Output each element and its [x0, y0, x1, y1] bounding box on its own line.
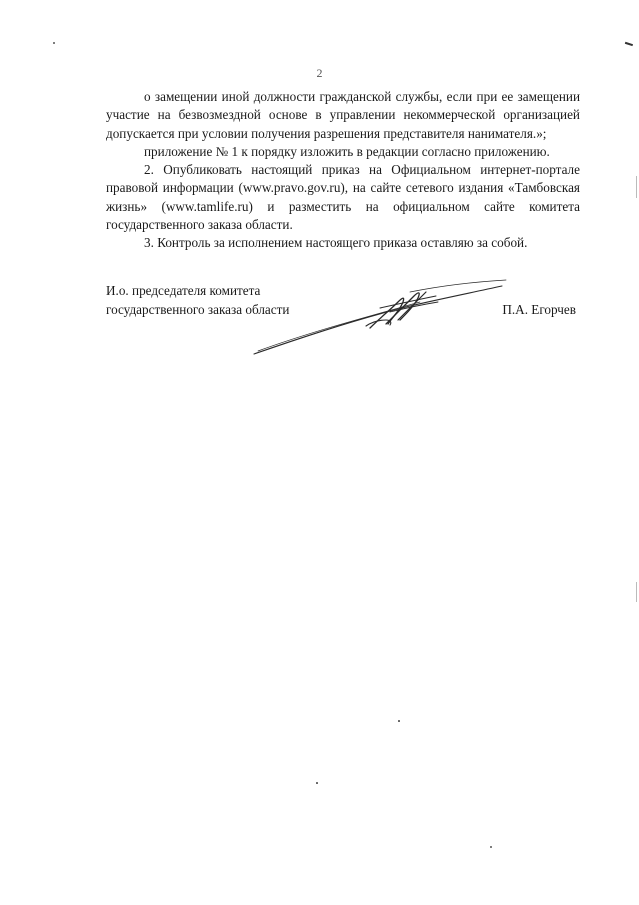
- scan-speck: [53, 42, 55, 44]
- paragraph-continuation: о замещении иной должности гражданской службы, если при ее замещении участие на безвозмездной основе в управлении некоммерческой организацией допускается при условии получения разрешения представителя нанимателя.»;: [106, 89, 580, 141]
- paragraph-control: 3. Контроль за исполнением настоящего приказа оставляю за собой.: [144, 235, 528, 251]
- handwritten-signature: [240, 272, 510, 364]
- scan-speck: [316, 782, 318, 784]
- scan-edge-mark: [636, 582, 637, 602]
- page-number: 2: [316, 66, 323, 80]
- signatory-title-line-2: государственного заказа области: [106, 301, 290, 317]
- scan-speck: [490, 846, 492, 848]
- scan-speck: [398, 720, 400, 722]
- signatory-name: П.А. Егорчев: [502, 301, 576, 317]
- document-body: [106, 88, 580, 253]
- paragraph-publication: 2. Опубликовать настоящий приказ на Официальном интернет-портале правовой информации (www.pravo.gov.ru), на сайте сетевого издания «Тамбовская жизнь» (www.tamlife.ru) и разместить на официальном сайте комитета государственного заказа области.: [106, 162, 580, 233]
- signatory-title-line-1: И.о. председателя комитета: [106, 283, 261, 298]
- scan-edge-mark: [625, 42, 633, 46]
- scan-edge-mark: [636, 176, 637, 198]
- paragraph-appendix: приложение № 1 к порядку изложить в редакции согласно приложению.: [144, 143, 550, 159]
